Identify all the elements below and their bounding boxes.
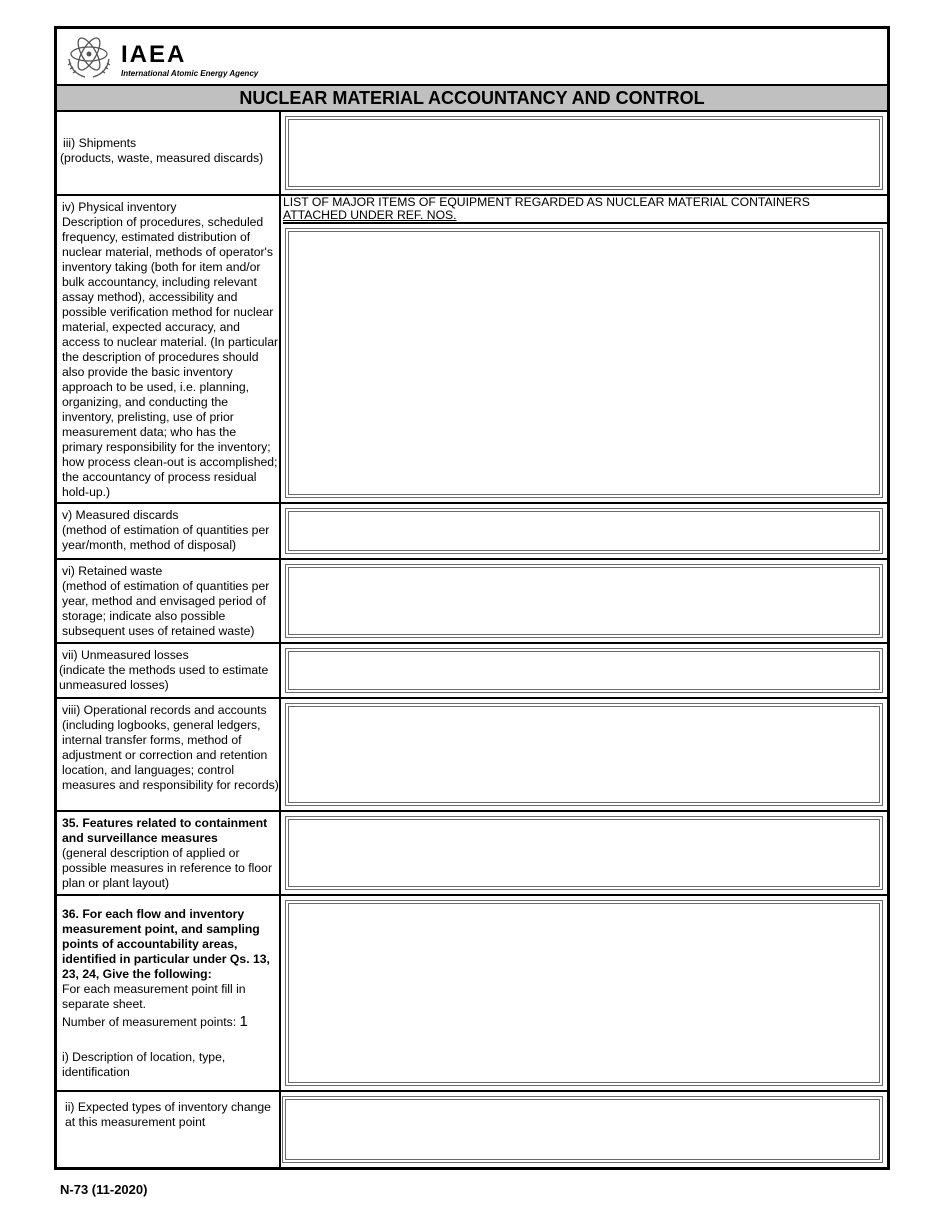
shipments-label [57,112,281,194]
unmeasured-losses-desc: (indicate the methods used to estimate unmeasured losses) [59,663,269,692]
retained-waste-input[interactable] [285,564,883,638]
form-code: N-73 (11-2020) [60,1182,148,1197]
measurement-points-label [57,896,281,1090]
org-acronym: IAEA [121,41,187,68]
measurement-points-count-label: Number of measurement points [62,1015,233,1029]
operational-records-desc: (including logbooks, general ledgers, internal transfer forms, method of adjustment or correction and retention location, and languages; control measures and responsibility for records) [62,718,279,792]
inventory-change-row [57,1092,887,1167]
retained-waste-title: vi) Retained waste [62,564,163,578]
unmeasured-losses-title: vii) Unmeasured losses [62,648,189,662]
containment-label [57,812,281,894]
retained-waste-row [57,560,887,644]
org-name: International Atomic Energy Agency [121,69,259,78]
operational-records-label [57,699,281,810]
atom-emblem-icon [63,33,115,79]
physical-inventory-desc: Description of procedures, scheduled frequency, estimated distribution of nuclear material, methods of operator's inventory taking (both for item and/or bulk accountancy, including relevant assay method), accessibility and possible verification method for nuclear material, expected accuracy, and access to nuclear material. (In particular the description of procedures should also provide the basic inventory approach to be used, i.e. planning, organizing, and conducting the inventory, prelisting, use of prior measurement data; who has the primary responsibility for the inventory; how process clean-out is accomplished; the accountancy of process residual hold-up.) [62,215,279,499]
containment-input[interactable] [285,816,883,890]
measurement-points-count: Number of measurement points: 1 [62,1013,248,1030]
inventory-change-label [57,1092,281,1167]
operational-records-title: viii) Operational records and accounts [62,703,267,717]
operational-records-row [57,699,887,812]
unmeasured-losses-input[interactable] [285,648,883,693]
physical-inventory-row [57,196,887,504]
retained-waste-desc: (method of estimation of quantities per year, method and envisaged period of storage; indicate also possible subsequent uses of retained waste) [62,579,270,638]
equipment-list-line1: LIST OF MAJOR ITEMS OF EQUIPMENT REGARDED AS NUCLEAR MATERIAL CONTAINERS [283,195,810,209]
operational-records-input[interactable] [285,703,883,806]
inventory-change-title: ii) Expected types of inventory change at this measurement point [65,1100,271,1129]
measurement-points-count-value: 1 [239,1013,248,1030]
location-description-label: i) Description of location, type, identification [62,1050,226,1079]
equipment-list-header [283,196,887,224]
containment-desc: (general description of applied or possible measures in reference to floor plan or plant layout) [62,846,273,890]
containment-title: 35. Features related to containment and surveillance measures [62,816,268,845]
form-frame [54,26,890,1170]
measured-discards-desc: (method of estimation of quantities per year/month, method of disposal) [62,523,270,552]
inventory-change-input[interactable] [282,1096,883,1163]
measured-discards-row [57,504,887,560]
measurement-points-desc: For each measurement point fill in separate sheet. [62,982,246,1011]
unmeasured-losses-label [57,644,281,697]
physical-inventory-title: iv) Physical inventory [62,200,177,214]
shipments-input[interactable] [285,116,883,190]
unmeasured-losses-row [57,644,887,699]
shipments-desc: (products, waste, measured discards) [60,151,264,165]
physical-inventory-label [57,196,281,502]
shipments-row [57,112,887,196]
measurement-points-title: 36. For each flow and inventory measurement point, and sampling points of accountability areas, identified in particular under Qs. 13, 23, 24, Give the following: [62,907,270,981]
shipments-title: iii) Shipments [63,136,137,150]
measurement-points-row [57,896,887,1092]
form-title: NUCLEAR MATERIAL ACCOUNTANCY AND CONTROL [57,84,887,112]
measured-discards-title: v) Measured discards [62,508,179,522]
measured-discards-label [57,504,281,558]
equipment-list-line2: ATTACHED UNDER REF. NOS. [283,208,457,222]
containment-row [57,812,887,896]
iaea-logo [63,33,323,81]
retained-waste-label [57,560,281,642]
location-description-input[interactable] [285,900,883,1086]
physical-inventory-input[interactable] [285,228,883,498]
measured-discards-input[interactable] [285,508,883,554]
